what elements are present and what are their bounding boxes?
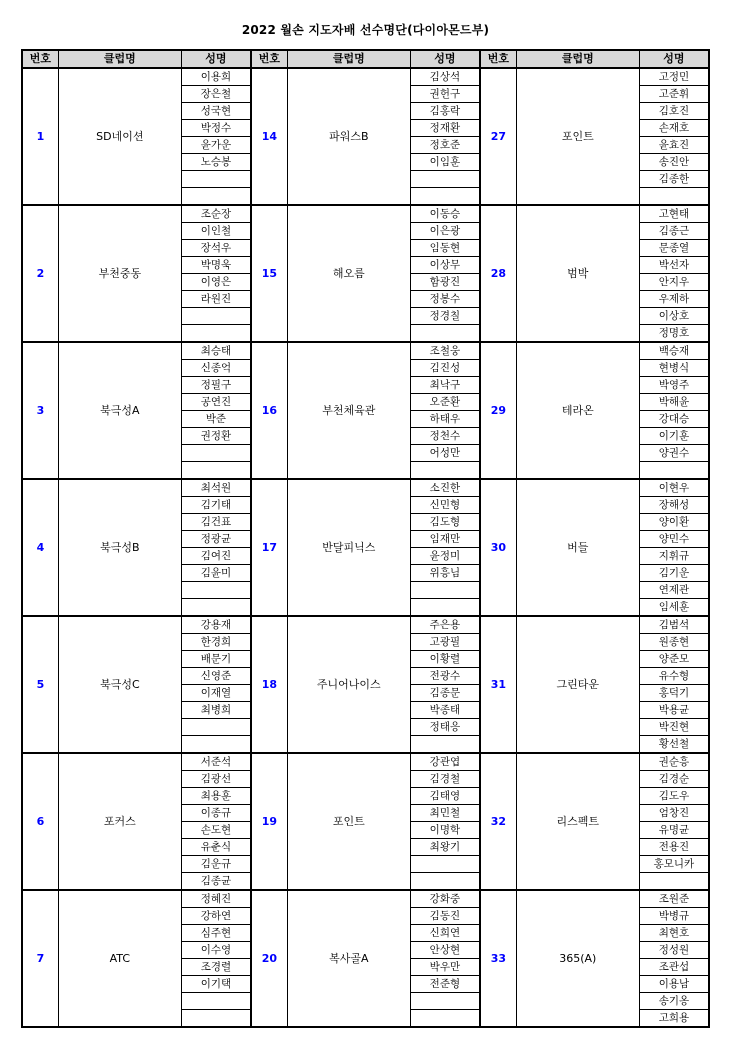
- player-name: 공연진: [181, 394, 251, 411]
- player-name: 이기택: [181, 976, 251, 993]
- player-name: 이상무: [410, 257, 480, 274]
- player-name: 서준석: [181, 753, 251, 771]
- player-name: 전광수: [410, 668, 480, 685]
- club-name: 리스펙트: [516, 753, 639, 890]
- player-name: 조관섭: [639, 959, 709, 976]
- player-name: 정혜진: [181, 890, 251, 908]
- player-name: 최승태: [181, 342, 251, 360]
- player-name: 양이환: [639, 514, 709, 531]
- player-name: 최왕기: [410, 839, 480, 856]
- player-name: 고희용: [639, 1010, 709, 1028]
- player-name: [181, 462, 251, 480]
- player-name: 전용진: [639, 839, 709, 856]
- player-name: 함광진: [410, 274, 480, 291]
- player-name: [181, 582, 251, 599]
- player-name: 권정환: [181, 428, 251, 445]
- player-name: 어성만: [410, 445, 480, 462]
- club-name: 주니어나이스: [287, 616, 410, 753]
- table-row: [22, 616, 709, 634]
- club-name: 파워스B: [287, 68, 410, 205]
- player-name: 손재호: [639, 120, 709, 137]
- club-name: 그린타운: [516, 616, 639, 753]
- player-name: 윤정미: [410, 548, 480, 565]
- club-name: 북극성B: [58, 479, 181, 616]
- club-number: 16: [251, 342, 287, 479]
- header-club: 클럽명: [287, 50, 410, 68]
- player-name: 라원진: [181, 291, 251, 308]
- player-name: [181, 719, 251, 736]
- club-name: 범박: [516, 205, 639, 342]
- player-name: 정태응: [410, 719, 480, 736]
- club-number: 15: [251, 205, 287, 342]
- player-name: [181, 599, 251, 617]
- player-name: 박종태: [410, 702, 480, 719]
- player-name: 성국현: [181, 103, 251, 120]
- player-name: 유명균: [639, 822, 709, 839]
- player-name: 최용훈: [181, 788, 251, 805]
- player-name: 김여진: [181, 548, 251, 565]
- player-name: 소진한: [410, 479, 480, 497]
- player-name: 임재만: [410, 531, 480, 548]
- player-name: 강관엽: [410, 753, 480, 771]
- player-name: 김호진: [639, 103, 709, 120]
- club-number: 20: [251, 890, 287, 1027]
- player-name: 하태우: [410, 411, 480, 428]
- player-name: 이임훈: [410, 154, 480, 171]
- player-name: 박해윤: [639, 394, 709, 411]
- player-name: 박병규: [639, 908, 709, 925]
- table-row: [22, 890, 709, 908]
- player-name: 박명욱: [181, 257, 251, 274]
- player-name: 신희연: [410, 925, 480, 942]
- player-name: [181, 1010, 251, 1028]
- player-name: 김윤미: [181, 565, 251, 582]
- player-name: 고광필: [410, 634, 480, 651]
- player-name: 신종억: [181, 360, 251, 377]
- club-name: 테라온: [516, 342, 639, 479]
- player-name: 윤효진: [639, 137, 709, 154]
- player-name: 황선철: [639, 736, 709, 754]
- header-club: 클럽명: [516, 50, 639, 68]
- player-name: 이재열: [181, 685, 251, 702]
- club-name: SD네이션: [58, 68, 181, 205]
- player-name: [410, 873, 480, 891]
- player-name: 박정수: [181, 120, 251, 137]
- player-name: 김태영: [410, 788, 480, 805]
- club-number: 27: [480, 68, 516, 205]
- player-name: 장석우: [181, 240, 251, 257]
- player-name: 원종현: [639, 634, 709, 651]
- player-name: [181, 325, 251, 343]
- player-name: 강화중: [410, 890, 480, 908]
- player-name: 이용희: [181, 68, 251, 86]
- header-num: 번호: [480, 50, 516, 68]
- table-row: [22, 205, 709, 223]
- player-name: 안상현: [410, 942, 480, 959]
- player-name: 박선자: [639, 257, 709, 274]
- player-name: 김기태: [181, 497, 251, 514]
- club-name: 포커스: [58, 753, 181, 890]
- player-name: 연제관: [639, 582, 709, 599]
- player-name: 정광균: [181, 531, 251, 548]
- player-name: [181, 993, 251, 1010]
- club-number: 18: [251, 616, 287, 753]
- player-name: 이기훈: [639, 428, 709, 445]
- player-name: 정명호: [639, 325, 709, 343]
- player-name: 임동현: [410, 240, 480, 257]
- player-name: 양민수: [639, 531, 709, 548]
- player-name: 정필구: [181, 377, 251, 394]
- player-name: 박용균: [639, 702, 709, 719]
- player-name: 유춘식: [181, 839, 251, 856]
- player-name: 박영주: [639, 377, 709, 394]
- player-name: 고정민: [639, 68, 709, 86]
- club-number: 3: [22, 342, 58, 479]
- player-name: 김광선: [181, 771, 251, 788]
- player-name: [410, 993, 480, 1010]
- club-name: ATC: [58, 890, 181, 1027]
- player-name: 최민철: [410, 805, 480, 822]
- player-name: 배문기: [181, 651, 251, 668]
- club-name: 포인트: [287, 753, 410, 890]
- player-name: 안지우: [639, 274, 709, 291]
- player-name: 정성원: [639, 942, 709, 959]
- player-name: [181, 736, 251, 754]
- player-name: 권순흥: [639, 753, 709, 771]
- club-name: 부천중동: [58, 205, 181, 342]
- header-row: [22, 50, 709, 68]
- club-name: 복사골A: [287, 890, 410, 1027]
- club-name: 북극성C: [58, 616, 181, 753]
- player-name: 정천수: [410, 428, 480, 445]
- player-name: 이황렬: [410, 651, 480, 668]
- player-name: 심주현: [181, 925, 251, 942]
- player-name: 장해성: [639, 497, 709, 514]
- club-number: 31: [480, 616, 516, 753]
- player-name: 고준휘: [639, 86, 709, 103]
- player-name: 박우만: [410, 959, 480, 976]
- player-name: 신민형: [410, 497, 480, 514]
- player-name: 최병희: [181, 702, 251, 719]
- player-name: 우제하: [639, 291, 709, 308]
- club-number: 33: [480, 890, 516, 1027]
- club-name: 북극성A: [58, 342, 181, 479]
- player-name: 신영준: [181, 668, 251, 685]
- roster-body: [22, 68, 709, 1027]
- player-name: [639, 188, 709, 206]
- player-name: 정재환: [410, 120, 480, 137]
- table-row: [22, 342, 709, 360]
- player-name: 이종규: [181, 805, 251, 822]
- player-name: [639, 462, 709, 480]
- player-name: 강하연: [181, 908, 251, 925]
- roster-table: [21, 49, 710, 1028]
- player-name: 지휘규: [639, 548, 709, 565]
- club-number: 4: [22, 479, 58, 616]
- player-name: 김도형: [410, 514, 480, 531]
- player-name: 박준: [181, 411, 251, 428]
- player-name: 정경칠: [410, 308, 480, 325]
- player-name: 김상석: [410, 68, 480, 86]
- club-name: 부천체육관: [287, 342, 410, 479]
- player-name: 김종균: [181, 873, 251, 891]
- player-name: 이은광: [410, 223, 480, 240]
- player-name: [410, 462, 480, 480]
- player-name: 강대승: [639, 411, 709, 428]
- club-number: 32: [480, 753, 516, 890]
- player-name: 김종근: [639, 223, 709, 240]
- player-name: 노승봉: [181, 154, 251, 171]
- club-number: 14: [251, 68, 287, 205]
- player-name: [410, 325, 480, 343]
- player-name: 유수형: [639, 668, 709, 685]
- player-name: [410, 736, 480, 754]
- club-number: 30: [480, 479, 516, 616]
- club-number: 6: [22, 753, 58, 890]
- player-name: [410, 582, 480, 599]
- player-name: 김진성: [410, 360, 480, 377]
- player-name: [410, 599, 480, 617]
- player-name: 현병식: [639, 360, 709, 377]
- player-name: 주은용: [410, 616, 480, 634]
- club-name: 365(A): [516, 890, 639, 1027]
- player-name: 최석원: [181, 479, 251, 497]
- player-name: 손도현: [181, 822, 251, 839]
- player-name: 이인철: [181, 223, 251, 240]
- player-name: [181, 308, 251, 325]
- player-name: 김도우: [639, 788, 709, 805]
- player-name: 이동승: [410, 205, 480, 223]
- table-row: [22, 68, 709, 86]
- player-name: 한경희: [181, 634, 251, 651]
- player-name: 김운규: [181, 856, 251, 873]
- player-name: 김건표: [181, 514, 251, 531]
- player-name: [181, 188, 251, 206]
- player-name: [181, 171, 251, 188]
- header-name: 성명: [639, 50, 709, 68]
- player-name: 윤가운: [181, 137, 251, 154]
- table-row: [22, 479, 709, 497]
- player-name: [639, 873, 709, 891]
- club-number: 2: [22, 205, 58, 342]
- player-name: 송진안: [639, 154, 709, 171]
- player-name: 양권수: [639, 445, 709, 462]
- player-name: 김동진: [410, 908, 480, 925]
- player-name: 조원준: [639, 890, 709, 908]
- player-name: 백승재: [639, 342, 709, 360]
- table-row: [22, 753, 709, 771]
- header-name: 성명: [410, 50, 480, 68]
- player-name: 임세훈: [639, 599, 709, 617]
- club-name: 버들: [516, 479, 639, 616]
- player-name: 권헌구: [410, 86, 480, 103]
- player-name: 이용남: [639, 976, 709, 993]
- player-name: 강용재: [181, 616, 251, 634]
- player-name: 이상호: [639, 308, 709, 325]
- player-name: [410, 856, 480, 873]
- player-name: 홍덕기: [639, 685, 709, 702]
- player-name: 김범석: [639, 616, 709, 634]
- player-name: 이현우: [639, 479, 709, 497]
- player-name: [410, 171, 480, 188]
- player-name: 김홍락: [410, 103, 480, 120]
- club-name: 반달피닉스: [287, 479, 410, 616]
- player-name: 문종열: [639, 240, 709, 257]
- player-name: 위흥님: [410, 565, 480, 582]
- player-name: 박진현: [639, 719, 709, 736]
- player-name: 송기옹: [639, 993, 709, 1010]
- player-name: [410, 188, 480, 206]
- player-name: 엄창진: [639, 805, 709, 822]
- player-name: 김종문: [410, 685, 480, 702]
- player-name: 조철웅: [410, 342, 480, 360]
- club-number: 29: [480, 342, 516, 479]
- player-name: 김경순: [639, 771, 709, 788]
- player-name: 홍모니카: [639, 856, 709, 873]
- player-name: [181, 445, 251, 462]
- player-name: 이수영: [181, 942, 251, 959]
- header-club: 클럽명: [58, 50, 181, 68]
- club-number: 1: [22, 68, 58, 205]
- club-number: 19: [251, 753, 287, 890]
- player-name: 조경렬: [181, 959, 251, 976]
- player-name: 최현호: [639, 925, 709, 942]
- club-number: 28: [480, 205, 516, 342]
- player-name: 정호준: [410, 137, 480, 154]
- player-name: 이영은: [181, 274, 251, 291]
- player-name: 최낙구: [410, 377, 480, 394]
- club-name: 해오름: [287, 205, 410, 342]
- player-name: 김경철: [410, 771, 480, 788]
- page-title: 2022 월손 지도자배 선수명단(다이아몬드부): [241, 23, 490, 37]
- header-num: 번호: [251, 50, 287, 68]
- club-number: 7: [22, 890, 58, 1027]
- player-name: 조순장: [181, 205, 251, 223]
- player-name: [410, 1010, 480, 1028]
- club-name: 포인트: [516, 68, 639, 205]
- player-name: 정봉수: [410, 291, 480, 308]
- player-name: 고현태: [639, 205, 709, 223]
- header-name: 성명: [181, 50, 251, 68]
- player-name: 오준환: [410, 394, 480, 411]
- player-name: 김기운: [639, 565, 709, 582]
- player-name: 양준모: [639, 651, 709, 668]
- player-name: 장은철: [181, 86, 251, 103]
- header-num: 번호: [22, 50, 58, 68]
- player-name: 이명학: [410, 822, 480, 839]
- club-number: 17: [251, 479, 287, 616]
- club-number: 5: [22, 616, 58, 753]
- player-name: 김종한: [639, 171, 709, 188]
- player-name: 전준형: [410, 976, 480, 993]
